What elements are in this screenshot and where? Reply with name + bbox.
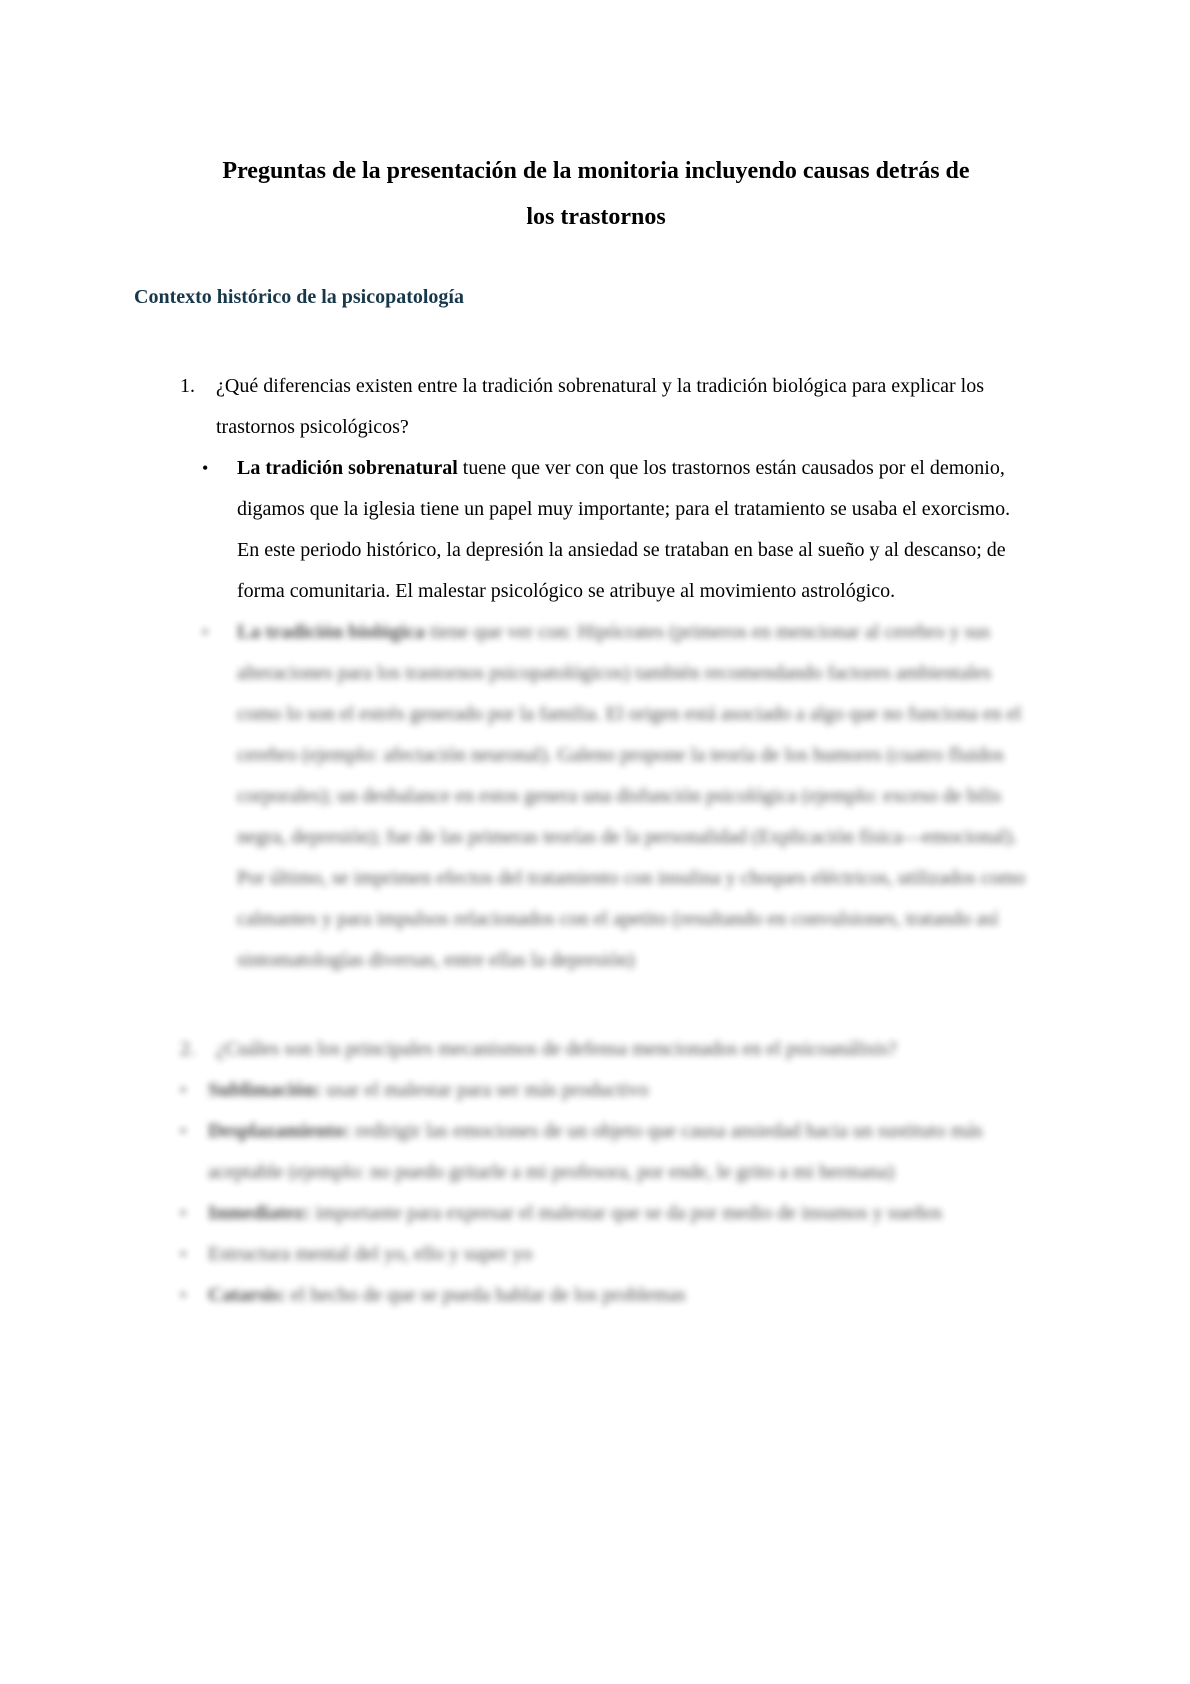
answer-rest: tuene que ver con que los trastornos están causados por el demonio, digamos que la iglesia tiene un papel muy importante; para el tratamiento se usaba el exorcismo. En este periodo histórico, la depresión la ansiedad se trataban en base al sueño y al descanso; de forma comunitaria. El malestar psicológico se atribuye al movimiento astrológico.: [237, 457, 1011, 602]
answer-bullet-catharsis-blurred: [134, 1275, 1058, 1316]
document-body: [134, 148, 1058, 1316]
bullet-marker: •: [202, 458, 209, 478]
question-item-2-blurred: [134, 1029, 1058, 1070]
answer-text-blurred: [208, 1111, 1020, 1193]
question-text: ¿Qué diferencias existen entre la tradición sobrenatural y la tradición biológica para explicar los trastornos psicológicos?: [216, 375, 985, 438]
document-title-line1: Preguntas de la presentación de la monitoria incluyendo causas detrás de: [222, 158, 970, 184]
answer-text: [237, 448, 1037, 612]
document-title-line2: los trastornos: [526, 204, 666, 230]
answer-bullet-sublimation-blurred: [134, 1070, 1058, 1111]
answer-text-blurred: [208, 1193, 1020, 1234]
answer-bullet-displacement-blurred: [134, 1111, 1058, 1193]
answer-bullet-immediacy-blurred: [134, 1193, 1058, 1234]
answer-rest: tiene que ver con: Hipócrates (primeros en mencionar al cerebro y sus alteraciones para los trastornos psicopatológicos) también recomendando factores ambientales como lo son el estrés generado por la familia. El origen está asociado a algo que no funciona en el cerebro (ejemplo: afectación neuronal). Galeno propone la teoría de los humores (cuatro fluidos corporales); un desbalance en estos genera una disfunción psicológica (ejemplo: exceso de bilis negra, depresión); fue de las primeras teorías de la personalidad (Explicación física—emocional). Por último, se imprimen efectos del tratamiento con insulina y choques eléctricos, utilizados como calmantes y para impulsos relacionados con el apetito (resultando en convulsiones, tratando así sintomatologías diversas, entre ellas la depresión): [237, 621, 1026, 971]
answer-lead-bold: Sublimación:: [208, 1079, 322, 1101]
answer-lead-bold: Inmediatez:: [208, 1202, 311, 1224]
bullet-marker: •: [180, 1121, 187, 1141]
bullet-marker: •: [180, 1244, 187, 1264]
question-text-blurred: ¿Cuáles son los principales mecanismos de defensa mencionados en el psicoanálisis?: [216, 1038, 897, 1060]
question-list: [134, 366, 1058, 1316]
answer-text-blurred: [208, 1234, 1020, 1275]
answer-lead-bold: Desplazamiento:: [208, 1120, 351, 1142]
question-2-block: [134, 1029, 1058, 1316]
bullet-marker: •: [180, 1203, 187, 1223]
answer-rest: redirigir las emociones de un objeto que causa ansiedad hacia un sustituto más aceptable (ejemplo: no puedo gritarle a mi profesora, por ende, le grito a mi hermana): [208, 1120, 983, 1183]
answer-text-blurred: [237, 612, 1037, 981]
answer-bullet-biological-blurred: [134, 612, 1058, 981]
answer-rest: el hecho de que se pueda hablar de los problemas: [285, 1284, 686, 1306]
answer-lead-bold: Catarsis:: [208, 1284, 286, 1306]
answer-rest: importante para expresar el malestar que se da por medio de insumos y sueños: [310, 1202, 943, 1224]
bullet-marker: •: [180, 1285, 187, 1305]
list-number: 2.: [180, 1038, 195, 1060]
answer-rest: Estructura mental del yo, ello y super yo: [208, 1243, 533, 1265]
list-number: 1.: [180, 375, 195, 397]
bullet-marker: •: [180, 1080, 187, 1100]
answer-text-blurred: [208, 1070, 1020, 1111]
document-title: [134, 148, 1058, 240]
answer-bullet-supernatural: [134, 448, 1058, 612]
bullet-marker: •: [202, 622, 209, 642]
answer-lead-bold: La tradición sobrenatural: [237, 457, 458, 479]
question-item-1: [134, 366, 1058, 448]
answer-bullet-mental-structure-blurred: [134, 1234, 1058, 1275]
answer-lead-bold: La tradición biológica: [237, 621, 425, 643]
section-heading: Contexto histórico de la psicopatología: [134, 286, 464, 308]
answer-text-blurred: [208, 1275, 1020, 1316]
answer-rest: usar el malestar para ser más productivo: [321, 1079, 649, 1101]
